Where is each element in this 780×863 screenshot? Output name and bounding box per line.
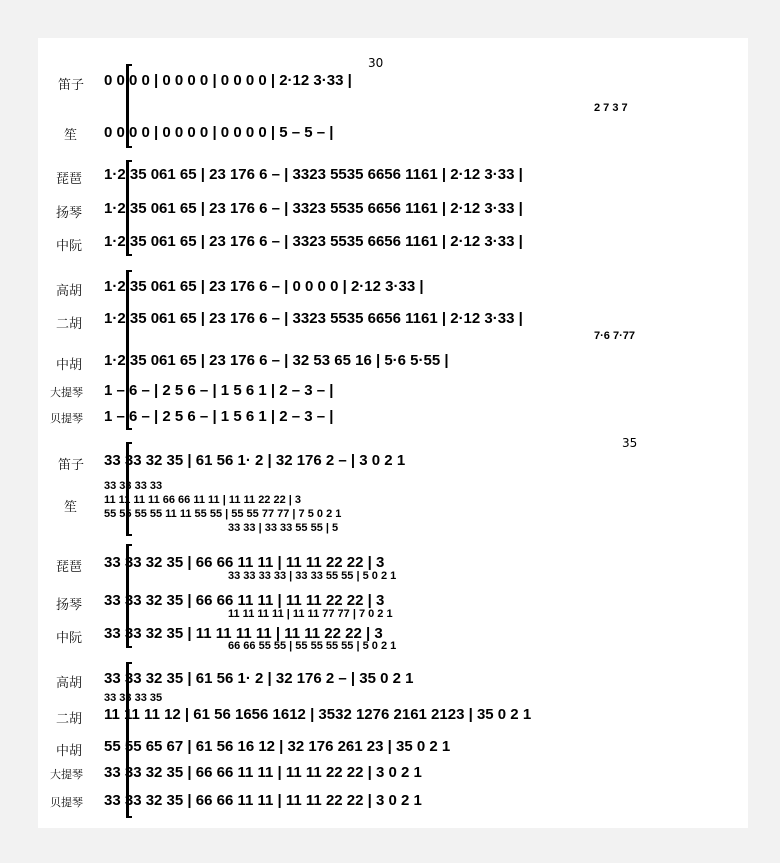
- notation-row-beitiqin-2: 33 33 32 35 | 66 66 11 11 | 11 11 22 22 | 3 0 2 1: [104, 792, 422, 809]
- notation-row-pipa: 1·2 35 061 65 | 23 176 6 – | 3323 5535 6656 1161 | 2·12 3·33 |: [104, 166, 523, 183]
- notation-row-dizi-2: 33 33 32 35 | 61 56 1· 2 | 32 176 2 – | 3 0 2 1: [104, 452, 406, 469]
- instrument-label-zhonghu-2: 中胡: [56, 744, 83, 759]
- instrument-label-zhongruan: 中阮: [56, 239, 83, 254]
- measure-number-35: 35: [622, 436, 638, 450]
- instrument-label-erhu-2: 二胡: [56, 712, 83, 727]
- notation-row-gaohu: 1·2 35 061 65 | 23 176 6 – | 0 0 0 0 | 2·12 3·33 |: [104, 278, 424, 295]
- instrument-label-beitiqin-2: 贝提琴: [50, 796, 83, 809]
- notation-row-zhonghu: 1·2 35 061 65 | 23 176 6 – | 32 53 65 16 | 5·6 5·55 |: [104, 352, 449, 369]
- notation-row-erhu: 1·2 35 061 65 | 23 176 6 – | 3323 5535 6656 1161 | 2·12 3·33 |: [104, 310, 523, 327]
- notation-row-yangqin-2: 33 33 32 35 | 66 66 11 11 | 11 11 22 22 | 3: [104, 592, 385, 609]
- notation-row-beitiqin: 1 – 6 – | 2 5 6 – | 1 5 6 1 | 2 – 3 – |: [104, 408, 334, 425]
- notation-row-yangqin-2-lower: 11 11 11 11 | 11 11 77 77 | 7 0 2 1: [228, 608, 393, 620]
- instrument-label-pipa-2: 琵琶: [56, 560, 83, 575]
- notation-row-gaohu-2: 33 33 32 35 | 61 56 1· 2 | 32 176 2 – | 35 0 2 1: [104, 670, 414, 687]
- instrument-label-datiqin-2: 大提琴: [50, 768, 83, 781]
- notation-row-yangqin: 1·2 35 061 65 | 23 176 6 – | 3323 5535 6656 1161 | 2·12 3·33 |: [104, 200, 523, 217]
- instrument-label-beitiqin: 贝提琴: [50, 412, 83, 425]
- instrument-label-erhu: 二胡: [56, 317, 83, 332]
- instrument-label-zhongruan-2: 中阮: [56, 631, 83, 646]
- notation-row-erhu-lower: 7·6 7·77: [594, 330, 635, 342]
- notation-row-datiqin-2: 33 33 32 35 | 66 66 11 11 | 11 11 22 22 | 3 0 2 1: [104, 764, 422, 781]
- instrument-label-datiqin: 大提琴: [50, 386, 83, 399]
- notation-row-zhongruan-2-lower: 66 66 55 55 | 55 55 55 55 | 5 0 2 1: [228, 640, 397, 652]
- notation-row-zhongruan: 1·2 35 061 65 | 23 176 6 – | 3323 5535 6656 1161 | 2·12 3·33 |: [104, 233, 523, 250]
- instrument-label-pipa: 琵琶: [56, 172, 83, 187]
- instrument-label-yangqin: 扬琴: [56, 206, 83, 221]
- notation-row-sheng-2d: 33 33 | 33 33 55 55 | 5: [228, 522, 339, 534]
- notation-row-sheng-2b: 11 11 11 11 66 66 11 11 | 11 11 22 22 | 3: [104, 494, 302, 506]
- notation-row-sheng-upper: 2 7 3 7: [594, 102, 628, 114]
- score-page: [38, 38, 748, 828]
- notation-row-zhongruan-2: 33 33 32 35 | 11 11 11 11 | 11 11 22 22 | 3: [104, 625, 383, 642]
- instrument-label-sheng-2: 笙: [64, 500, 78, 515]
- instrument-label-zhonghu: 中胡: [56, 358, 83, 373]
- notation-row-erhu-2-upper: 33 33 33 35: [104, 692, 163, 704]
- notation-row-pipa-2: 33 33 32 35 | 66 66 11 11 | 11 11 22 22 | 3: [104, 554, 385, 571]
- instrument-label-sheng: 笙: [64, 128, 78, 143]
- notation-row-sheng: 0 0 0 0 | 0 0 0 0 | 0 0 0 0 | 5 – 5 – |: [104, 124, 334, 141]
- notation-row-dizi: 0 0 0 0 | 0 0 0 0 | 0 0 0 0 | 2·12 3·33 |: [104, 72, 352, 89]
- notation-row-sheng-2c: 55 55 55 55 11 11 55 55 | 55 55 77 77 | 7 5 0 2 1: [104, 508, 342, 520]
- instrument-label-gaohu-2: 高胡: [56, 676, 83, 691]
- notation-row-zhonghu-2: 55 55 65 67 | 61 56 16 12 | 32 176 261 23 | 35 0 2 1: [104, 738, 451, 755]
- instrument-label-yangqin-2: 扬琴: [56, 598, 83, 613]
- instrument-label-dizi: 笛子: [58, 78, 85, 93]
- notation-row-pipa-2-lower: 33 33 33 33 | 33 33 55 55 | 5 0 2 1: [228, 570, 397, 582]
- notation-row-sheng-2a: 33 33 33 33: [104, 480, 163, 492]
- notation-row-erhu-2: 11 11 11 12 | 61 56 1656 1612 | 3532 1276 2161 2123 | 35 0 2 1: [104, 706, 532, 723]
- instrument-label-gaohu: 高胡: [56, 284, 83, 299]
- notation-row-datiqin: 1 – 6 – | 2 5 6 – | 1 5 6 1 | 2 – 3 – |: [104, 382, 334, 399]
- instrument-label-dizi-2: 笛子: [58, 458, 85, 473]
- measure-number-30: 30: [368, 56, 384, 70]
